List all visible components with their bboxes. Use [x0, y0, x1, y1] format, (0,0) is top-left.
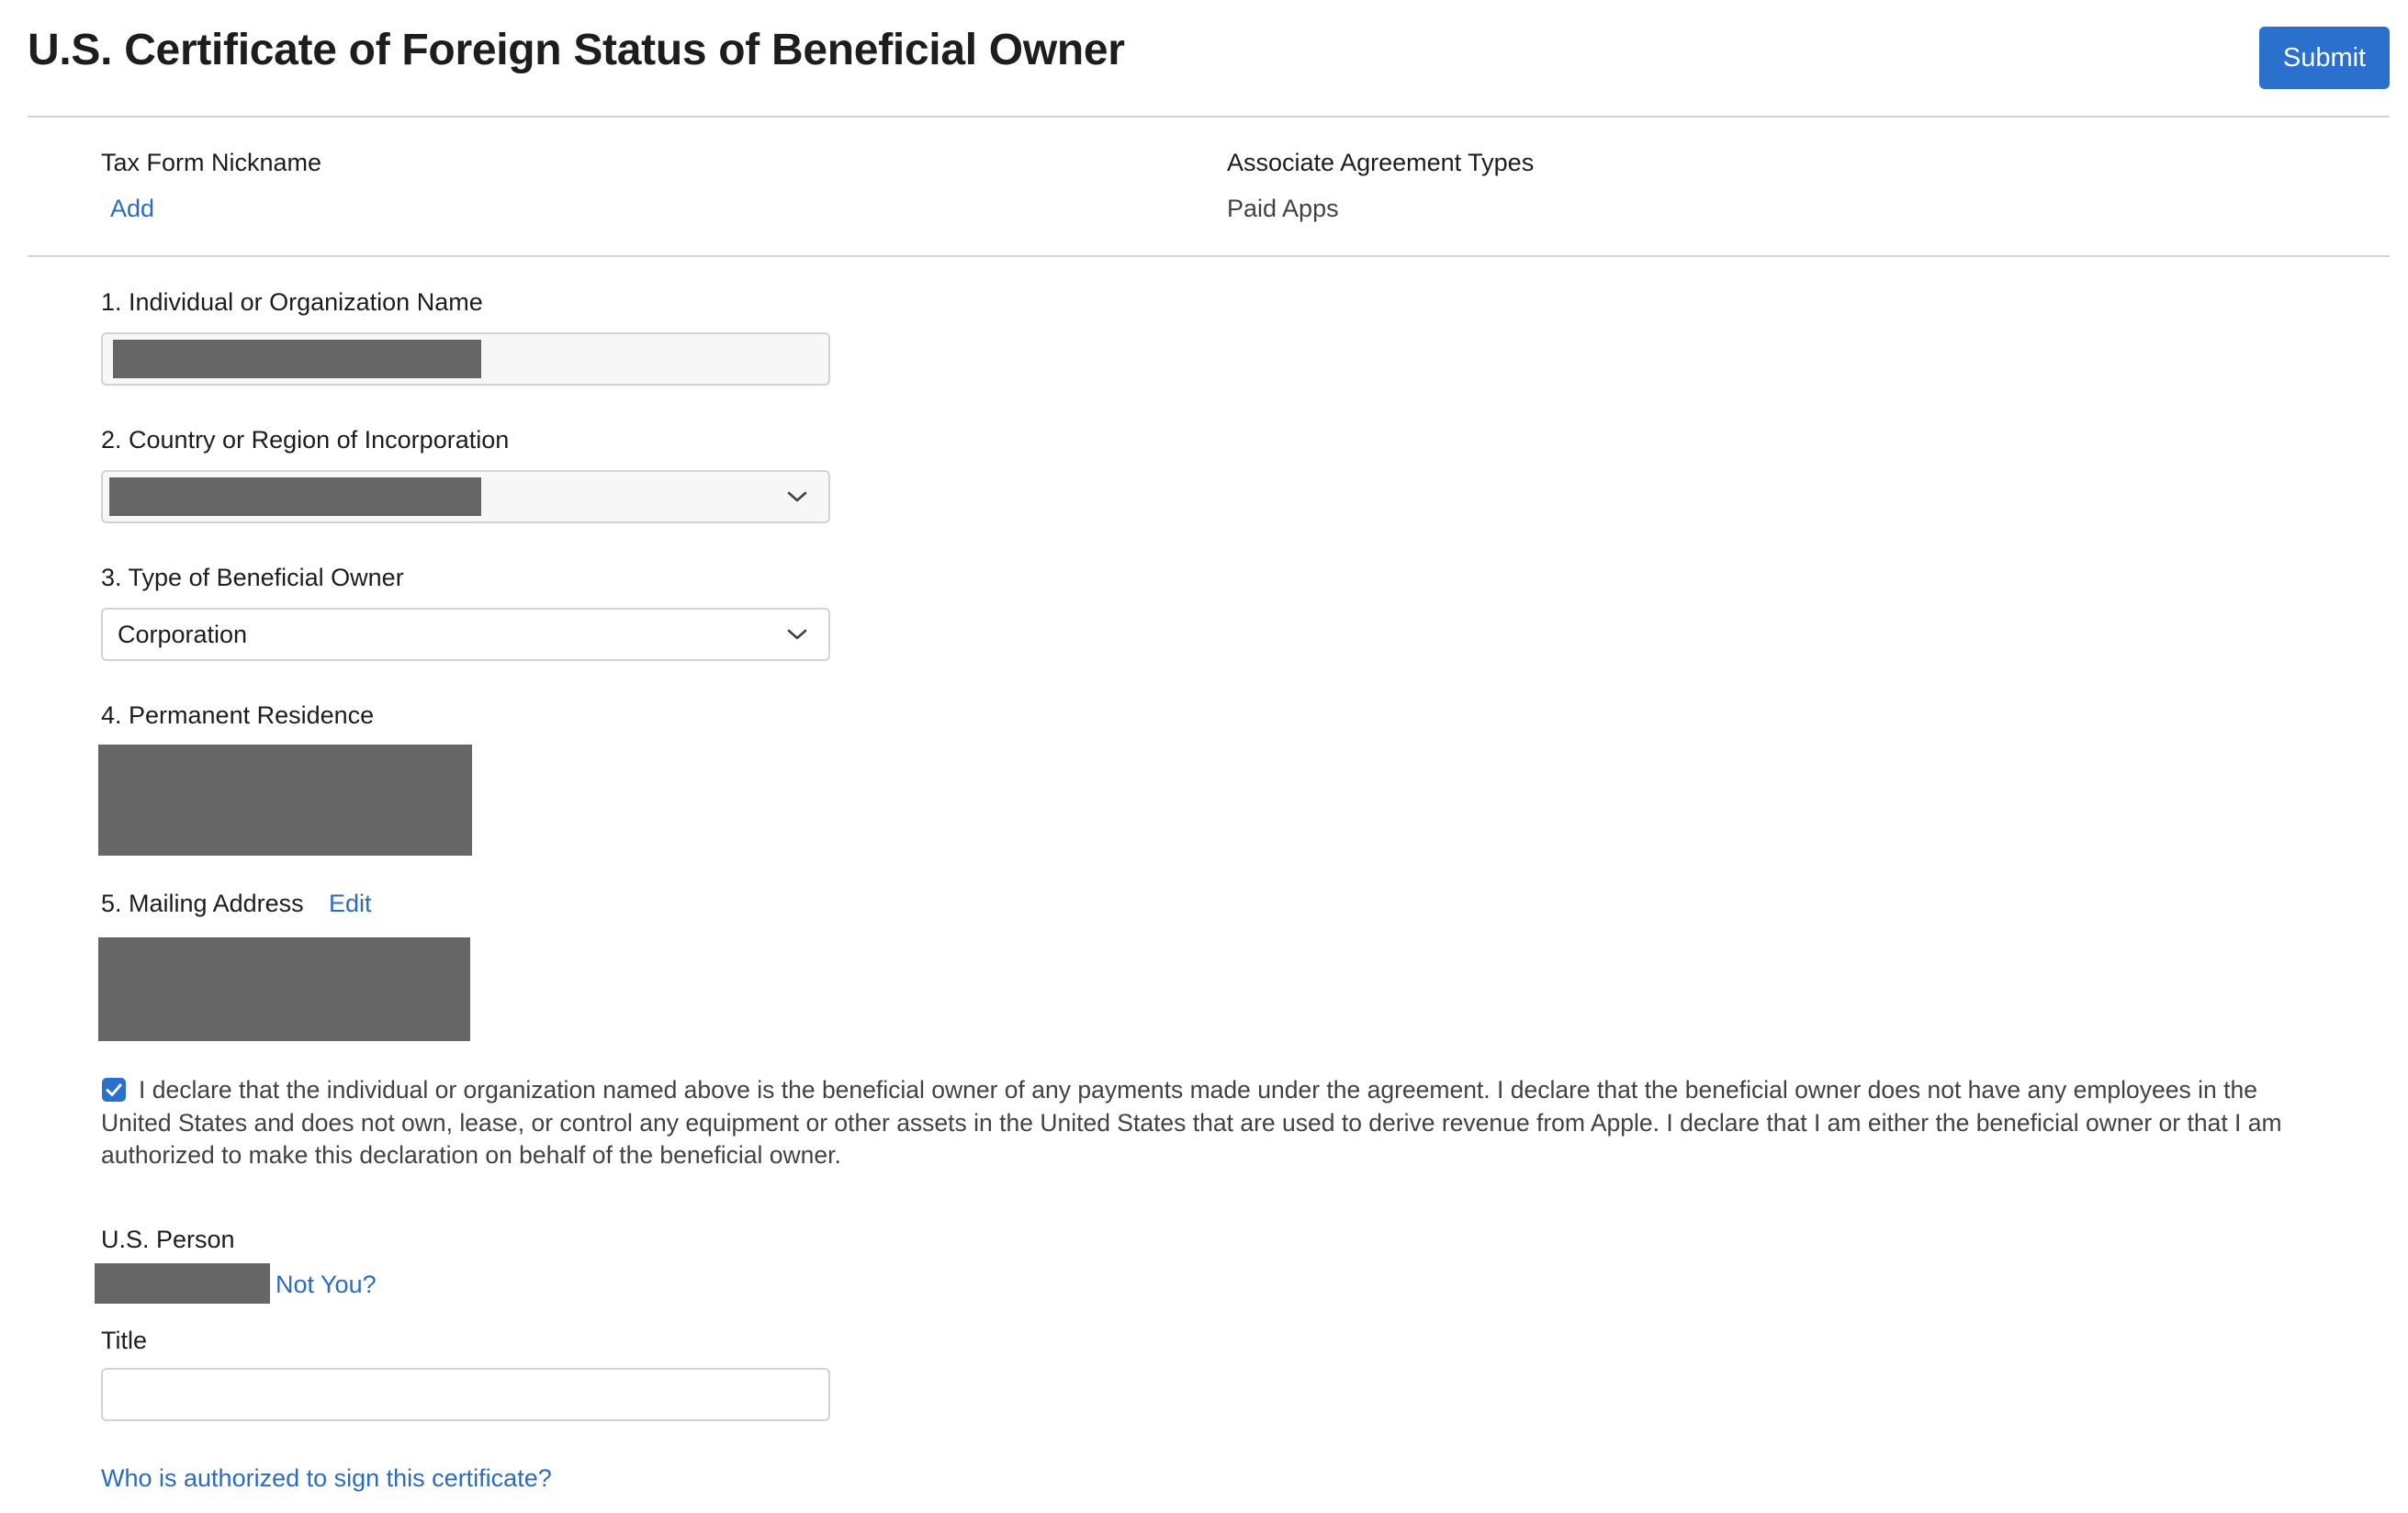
us-person-label: U.S. Person: [101, 1226, 235, 1253]
edit-mailing-address-link[interactable]: Edit: [329, 890, 372, 917]
declaration-text: I declare that the individual or organization named above is the beneficial owner of any payments made under the agreement. I declare that the beneficial owner does not have any employees in the United States and does not own, lease, or control any equipment or other assets in the United States that are used to derive revenue from Apple. I declare that I am either the beneficial owner or that I am authorized to make this declaration on behalf of the beneficial owner.: [101, 1076, 2282, 1169]
tax-form-nickname-label: Tax Form Nickname: [101, 149, 322, 176]
submit-button[interactable]: Submit: [2259, 27, 2390, 89]
chevron-down-icon: [786, 626, 808, 643]
agreement-types-value: Paid Apps: [1227, 195, 1339, 222]
redacted-mailing-address: [98, 937, 470, 1041]
redacted-name: [113, 340, 481, 378]
title-input[interactable]: [101, 1368, 830, 1421]
redacted-residence-address: [98, 745, 472, 856]
add-nickname-link[interactable]: Add: [110, 195, 155, 222]
owner-type-value: Corporation: [118, 621, 248, 648]
country-select[interactable]: [101, 470, 830, 523]
not-you-link[interactable]: Not You?: [276, 1271, 377, 1298]
name-input[interactable]: [101, 332, 830, 386]
redacted-country: [109, 477, 481, 516]
header-divider: [28, 116, 2390, 118]
name-label: 1. Individual or Organization Name: [101, 288, 483, 316]
title-label: Title: [101, 1327, 148, 1354]
owner-type-select[interactable]: [101, 608, 830, 661]
page-title: U.S. Certificate of Foreign Status of Beneficial Owner: [28, 26, 1125, 74]
residence-label: 4. Permanent Residence: [101, 701, 375, 729]
meta-divider: [28, 255, 2390, 257]
chevron-down-icon: [786, 488, 808, 505]
country-label: 2. Country or Region of Incorporation: [101, 426, 510, 454]
owner-type-label: 3. Type of Beneficial Owner: [101, 564, 404, 591]
who-authorized-link[interactable]: Who is authorized to sign this certificate?: [101, 1464, 552, 1492]
redacted-us-person: [95, 1263, 270, 1304]
agreement-types-label: Associate Agreement Types: [1227, 149, 1535, 176]
mailing-address-label: 5. Mailing Address: [101, 890, 304, 917]
